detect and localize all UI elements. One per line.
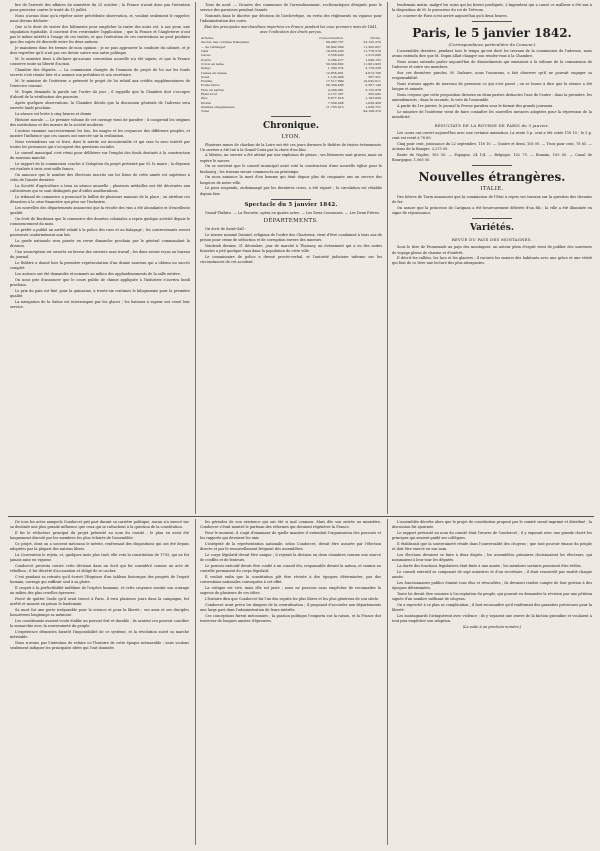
table-cell: Étain brut [201, 92, 218, 97]
nouvelles-paragraph: On assure que la princesse de Carignan a été heureusement délivrée d'un fils ; la ville a été illuminée en signe de réjouissance. [392, 206, 592, 216]
chronique-heading: Chronique. [262, 120, 320, 131]
table-cell: 1,183,009 [365, 96, 381, 101]
departements-paragraph: On écrit de Saint-Gall : [205, 226, 246, 231]
column-rule [195, 2, 196, 514]
bourse-paragraph: Rente de Naples, 103 50. — Espagne, 24 1/4. — Belgique, 102 75. — Romain, 103 00. — Canal de Bourgogne, 1,065 00. [392, 153, 592, 163]
column-4 [10, 520, 189, 844]
feuilleton-paragraph: C'est pendant sa retraite qu'il écrivit l'Esquisse d'un tableau historique des progrès de l'esprit humain, ouvrage qui suffirait seul à sa gloire. [10, 574, 189, 585]
table-cell: Fers en barres [201, 87, 224, 92]
column-rule [387, 2, 388, 514]
import-stats-table [200, 36, 382, 113]
article-paragraph: Les nouvelles des départements annoncent que la récolte des vins a été abondante et d'excellente qualité. [10, 205, 190, 215]
feuilleton-paragraph: Ce projet, dont on a souvent méconnu le mérite, renfermait des dispositions qui ont été depuis adoptées par la plupart des nations libres. [10, 541, 189, 552]
table-cell: 11,778,579 [363, 49, 381, 54]
table-cell: 69,082,737 [325, 40, 344, 45]
paris-paragraph: A partir du 1er janvier, le journal la Presse paraîtra sous le format des grands journaux. [397, 104, 554, 108]
feuilleton-paragraph: L'histoire dira que Condorcet fut l'un des esprits les plus libres et les plus généreux de son siècle. [205, 596, 380, 601]
table-cell: 4,613,706 [365, 70, 381, 75]
article-paragraph: Trois du nord. — Vicaires des communes de l'arrondissement, ecclésiastiques désignés pour le service des paroisses pendant l'année. [200, 3, 382, 13]
paris-paragraph: L'assemblée dernière, pendant tout le temps qu'ont duré les travaux de la commission de l'adresse, nous avons entendu dire que M. Dupin allait changer son rendez-vous à la Chambre. [392, 49, 592, 59]
chronique-paragraph: On se souvient que le conseil municipal avait voté la construction d'une nouvelle église pour le faubourg ; les travaux seront commencés au printemps. [200, 164, 382, 174]
feuilleton-paragraph: L'assemblée décréta alors que le projet de constitution proposé par le comité serait imprimé et distribué ; la discussion fut ajournée. [392, 520, 592, 530]
horizontal-rule [8, 516, 594, 517]
article-paragraph: Après quelques observations, la Chambre décide que la discussion générale de l'adresse sera ouverte lundi prochain. [10, 101, 190, 111]
feuilleton-paragraph: Il croyait à la perfectibilité indéfinie de l'espèce humaine, et cette croyance soutint son courage au milieu des plus cruelles épreuves. [10, 585, 189, 595]
table-cell: Coton en laine [201, 61, 224, 66]
spectacle-heading: Spectacle du 5 janvier 1842. [244, 201, 338, 208]
divider [472, 218, 512, 219]
table-cell: 6,877,618 [327, 96, 344, 101]
continuation-note: (La suite à un prochain numéro.) [462, 624, 522, 629]
table-cell: Laines en masse [201, 70, 227, 75]
bourse-paragraph: Les cours ont ouvert aujourd'hui avec une certaine animation. La rente 5 p. cent a été cotée 116 10 ; le 3 p. cent est resté à 78 65. [392, 131, 592, 141]
divider [472, 21, 512, 22]
chronique-paragraph: On nous annonce la mort d'un homme qui était depuis plus de cinquante ans au service des hospices de notre ville. [200, 175, 382, 185]
article-paragraph: M. le ministre de l'intérieur a présenté le projet de loi relatif aux crédits supplémentaires de l'exercice courant. [10, 79, 190, 89]
feuilleton-paragraph: Les fonctionnaires publics étaient tous élus et révocables ; ils devaient rendre compte de leur gestion à des époques déterminées. [392, 580, 592, 590]
nouvelles-paragraph: Des lettres de Turin annoncent que la commission de l'Etat a repris ses travaux sur la question des chemins de fer. [392, 195, 592, 205]
feuilleton-paragraph: Il établissait que la souveraineté réside dans l'universalité des citoyens ; que tout pouvoir émane du peuple et doit être exercé en son nom. [392, 541, 592, 552]
paris-heading: Paris, le 5 janvier 1842. [412, 26, 572, 41]
table-cell: 1,215,006 [365, 53, 381, 58]
feuilleton-paragraph: Condorcet avait prévu les dangers de la centralisation ; il proposait d'accorder aux départements une large part dans l'administration de leurs intérêts. [200, 602, 381, 612]
table-cell: 2,157,367 [327, 92, 344, 97]
feuilleton-paragraph: De tous les actes auxquels Condorcet prit part durant sa carrière politique, aucun n'a exercé sur sa destinée une plus grande influence que ceux qui se rattachent à la question de la constitution. [10, 520, 189, 530]
feuilleton-paragraph: Condorcet protesta contre cette décision dans un écrit qui fut considéré comme un acte de rébellion ; il fut décrété d'accusation et obligé de se cacher. [10, 563, 189, 574]
article-paragraph: lendemain matin, malgré les soins qui lui furent prodigués. L'imprudent qui a causé ce malheur a été mis à la disposition de M. le procureur du roi de Trévoux. [392, 3, 592, 13]
column-6 [392, 520, 592, 844]
feuilleton-paragraph: La durée des fonctions législatives était fixée à une année ; les membres sortants pouvaient être réélus. [397, 563, 582, 568]
table-cell: 1,046,155 [365, 57, 381, 62]
departements-paragraph: Vendredi dernier, 31 décembre, jour de marché à Thoissey, un événement qui a eu des suites funestes a jeté quelque émoi dans la population de cette ville. [200, 243, 382, 253]
feuilleton-paragraph: Le pouvoir exécutif devait être confié à un conseil élu, responsable devant la nation, et soumis au contrôle permanent du corps législatif. [200, 563, 381, 574]
column-rule [387, 519, 388, 845]
feuilleton-paragraph: On a reproché à ce plan sa complication ; il faut reconnaître qu'il renfermait des garanties précieuses pour la liberté. [392, 602, 592, 612]
article-paragraph: Je maintiens donc les termes de mon opinion ; je ne puis approuver la conduite du cabinet, et je dois regretter qu'il n'ait pas cru devoir suivre une autre politique. [10, 46, 190, 56]
table-cell: 26,992,069 [325, 44, 344, 49]
article-paragraph: Le conseil municipal s'est réuni pour délibérer sur l'emploi des fonds destinés à la construction du nouveau marché. [10, 150, 190, 160]
table-cell: 3,155,978 [365, 87, 381, 92]
table-cell: Sucres des colonies françaises [201, 40, 249, 45]
column-3 [392, 3, 592, 514]
article-paragraph: La garde nationale sera passée en revue dimanche prochain par le général commandant la division. [10, 238, 190, 248]
chronique-paragraph: Le pont suspendu, endommagé par les dernières crues, a été réparé ; la circulation est rétablie depuis hier. [200, 186, 382, 196]
feuilleton-paragraph: Les montagnards l'attaquèrent avec violence ; ils y voyaient une œuvre de la faction girondine et voulaient à tout prix empêcher son adoption. [392, 613, 592, 623]
article-paragraph: Les auteurs ont été demandés et nommés au milieu des applaudissements de la salle entière. [15, 271, 181, 276]
article-paragraph: La séance est levée à cinq heures et demie. [15, 112, 93, 117]
table-header: Consommation. [319, 36, 344, 41]
table-cell: 17,517,899 [325, 79, 344, 84]
bourse-paragraph: Cinq pour cent, jouissance du 22 septembre, 116 10. — Quatre et demi, 105 00. — Trois pour cent, 78 65. — Actions de la Banque, 3,275 00. [392, 142, 592, 152]
chronique-paragraph: A Mézieu, un ouvrier a été atteint par une explosion de grisou ; ses blessures sont graves, mais on espère le sauver. [200, 153, 382, 163]
table-cell: Cacao [201, 53, 211, 58]
chronique-paragraph: Plusieurs mines de charbon de la Loire ont été ces jours derniers le théâtre de tristes événements. Un ouvrier a été tué à la Grand-Croix par la chute d'un bloc. [200, 142, 382, 152]
table-cell: 3,558,420 [327, 53, 344, 58]
table-header: Droits. [370, 36, 381, 41]
departements-heading: DÉPARTEMENTS. [263, 217, 319, 224]
column-rule [195, 519, 196, 845]
table-cell: Indigo [201, 66, 212, 71]
table-cell: Graines oléagineuses [201, 104, 235, 109]
table-cell: 18,056,436 [325, 49, 344, 54]
bourse-heading: RÉSULTATS DE LA BOURSE DE PARIS du 3 janvier. [434, 123, 550, 129]
article-paragraph: Que si le droit de visiter des bâtiments pour empêcher la traite des noirs est, à nos yeux, une stipulation équitable, il convient d'en restreindre l'application ; que la France et l'Angleterre n'ont pas le même intérêt à l'usage de ces traités, et que l'exécution de ces conventions ne peut produire que des sujets de discorde entre les deux nations. [10, 24, 190, 45]
divider [472, 165, 512, 166]
article-paragraph: L'auteur examine successivement les lois, les usages et les croyances des différents peuples, et montre l'influence que ces causes ont exercée sur la civilisation. [10, 128, 190, 139]
article-paragraph: Le théâtre a donné hier la première représentation d'un drame nouveau qui a obtenu un succès complet. [10, 260, 190, 270]
varietes-heading: Variétés. [470, 223, 514, 234]
article-paragraph: Le tribunal de commerce a prononcé la faillite de plusieurs maisons de la place ; on attribue ces désastres à la crise financière qui pèse sur l'industrie. [10, 194, 190, 204]
article-paragraph: Le rapport de la commission conclut à l'adoption du projet présenté par M. le maire ; la dépense est évaluée à trois cent mille francs. [10, 161, 190, 171]
paris-paragraph: Nous avons entendu parler aujourd'hui de dissentiments qui existaient à la tribune de la commission de l'adresse et entre ses membres. [392, 60, 592, 70]
feuilleton-paragraph: Il fut le rédacteur principal du projet présenté au nom du comité ; le plan en avait été longuement discuté par les membres les plus éclairés de l'assemblée. [10, 530, 189, 541]
table-cell: Zinc [201, 96, 208, 101]
divider [271, 199, 311, 200]
table-cell: 4,509,981 [327, 87, 344, 92]
feuilleton-paragraph: Il voulait enfin que la constitution pût être révisée à des époques déterminées, par des conventions nationales convoquées à cet effet. [200, 574, 381, 585]
article-paragraph: Nous reviendrons sur ce livre, dont le mérite est incontestable et qui sera lu avec intérêt par toutes les personnes qui s'occupent des questions sociales. [10, 139, 190, 149]
feuilleton-paragraph: La critique est vive, mais elle est juste ; nous ne pouvons nous empêcher de reconnaître la sagesse de plusieurs de ces idées. [200, 585, 381, 595]
table-cell: 11,901,933 [363, 61, 381, 66]
article-paragraph: bre de l'arrivée des affaires du ministère du 25 octobre ; la France n'avait donc pas l'intention pour protester contre le traité du 15 juillet. [10, 3, 190, 13]
feuilleton-paragraph: Nous n'avons pas l'intention de refaire ici l'histoire de cette époque mémorable ; nous voulons seulement indiquer les principales idées qui l'ont dominée. [10, 640, 189, 650]
article-paragraph: Le préfet a publié un arrêté relatif à la police des rues et au balayage ; les contrevenants seront poursuivis conformément aux lois. [10, 227, 190, 237]
article-paragraph: Histoire morale. — Le premier volume de cet ouvrage vient de paraître ; il comprend les origines des institutions et des mœurs de la société moderne. [10, 117, 190, 128]
feuilleton-paragraph: Le rapport présenté au nom du comité était l'œuvre de Condorcet ; il y exposait avec une grande clarté les principes qui avaient guidé ses collègues. [392, 530, 592, 541]
paris-subheading: (Correspondance particulière du Censeur.) [448, 42, 536, 48]
feuilleton-paragraph: Les constituants avaient voulu établir un pouvoir fort et durable ; ils avaient cru pouvoir concilier la monarchie avec la souveraineté du peuple. [10, 618, 189, 628]
column-2 [200, 3, 382, 514]
table-cell: 562,045 [368, 92, 381, 97]
feuilleton-paragraph: les périodes de son existence qui ont été si mal connues. Mais dès son entrée au ministère, Condorcet s'était montré le partisan des réformes qui devaient régénérer la France. [200, 520, 381, 530]
column-5 [200, 520, 381, 844]
article-paragraph: Nommés dans le diocèse par décision de l'archevêque, en vertu des règlements en vigueur pour l'administration des cures. [200, 13, 382, 24]
article-paragraph: Une souscription est ouverte en faveur des ouvriers sans travail ; les dons seront reçus au bureau du journal. [10, 249, 190, 259]
feuilleton-paragraph: L'intégrité de la représentation nationale, selon Condorcet, devait être assurée par l'élection directe et par le renouvellement fréquent des assemblées. [200, 541, 381, 552]
divider [271, 116, 311, 117]
article-paragraph: On annonce que le nombre des électeurs inscrits sur les listes de cette année est supérieur à celui de l'année dernière. [10, 172, 190, 182]
table-cell: 94,108,316 [363, 109, 381, 114]
varietes-subheading: REVUE DU PAYS DES MONTAGNES. [451, 237, 533, 243]
paris-paragraph: Nous n'avons appris de nouveau de personne ce qui s'est passé ; on se borne à dire que la séance a été longue et animée. [392, 82, 592, 92]
paris-paragraph: Nous croyons que cette proposition divisera en deux parties distinctes l'une de l'autre : dans la première, les amendements ; dans la seconde, le vote de l'ensemble. [392, 93, 592, 103]
article-paragraph: Nous n'avons donc qu'à répéter notre précédente observation, et, voulant seulement le rappeler, nous devons déclarer : [10, 13, 190, 24]
varietes-paragraph: Il décrit les vallées, les lacs et les glaciers ; il raconte les mœurs des habitants avec une grâce et une vérité qui font de ce livre une lecture des plus attrayantes. [392, 256, 592, 266]
article-paragraph: M. le ministre tient à déclarer qu'aucune convention nouvelle n'a été signée, et que la France conserve toute sa liberté d'action. [10, 57, 190, 67]
article-paragraph: Chambre des députés. — La commission chargée de l'examen du projet de loi sur les fonds secrets s'est réunie hier et a nommé son président et son secrétaire. [10, 68, 190, 78]
feuilleton-paragraph: Toute loi devait être soumise à l'acceptation du peuple, qui pouvait en demander la révision par une pétition signée d'un nombre suffisant de citoyens. [392, 591, 592, 601]
table-cell: 11,763,013 [325, 104, 344, 109]
feuilleton-paragraph: Les élections devaient se faire à deux degrés ; les assemblées primaires choisissaient les électeurs, qui nommaient à leur tour les députés. [392, 552, 592, 563]
feuilleton-paragraph: Pour le moment, il s'agit d'examiner de quelle manière il entendait l'organisation des pouvoirs et les rapports qui devaient les unir. [200, 530, 381, 541]
article-paragraph: La navigation de la Saône est interrompue par les glaces ; les bateaux à vapeur ont cessé leur service. [10, 299, 190, 309]
lyon-subheading: LYON. [281, 133, 301, 140]
feuilleton-paragraph: Forcé de quitter l'asile qu'il avait trouvé à Paris, il erra plusieurs jours dans la campagne, fut arrêté et mourut en prison le lendemain. [10, 596, 189, 606]
table-cell: 567,321 [368, 74, 381, 79]
varietes-paragraph: Sous le titre de Promenade au pays des montagnes, un auteur plein d'esprit vient de publier des souvenirs de voyage pleins de charme et d'intérêt. [392, 245, 592, 255]
feuilleton-paragraph: La Convention le rejeta, et, quelques mois plus tard, elle vota la constitution de 1793, qui ne fut jamais mise en vigueur. [10, 552, 189, 563]
table-cell: Total [201, 109, 209, 114]
feuilleton-paragraph: Le conseil exécutif se composait de sept ministres et d'un secrétaire ; il était renouvelé par moitié chaque année. [392, 569, 592, 579]
feuilleton-paragraph: Le corps législatif devait être unique ; il rejetait la division en deux chambres comme une source de conflits et de lenteurs. [200, 552, 381, 563]
table-cell: 2,266,477 [327, 57, 344, 62]
table-cell: Fonte brute [201, 83, 220, 88]
table-cell: 11,305,007 [363, 44, 381, 49]
feuilleton-paragraph: Ces conceptions furent méconnues ; la passion politique l'emporta sur la raison, et la France dut traverser de longues années d'épreuves. [200, 613, 381, 623]
article-paragraph: M. Dupin demande la parole sur l'ordre du jour ; il rappelle que la Chambre doit s'occuper d'abord de la vérification des pouvoirs. [10, 90, 190, 100]
table-cell [295, 109, 345, 113]
article-paragraph: On nous prie d'annoncer que le cours public de chimie appliquée à l'industrie s'ouvrira lundi prochain. [10, 277, 190, 287]
table-cell: — de l'étranger [201, 44, 226, 49]
table-cell: 7,509,008 [327, 100, 344, 105]
article-paragraph: On écrit de Bordeaux que le commerce des denrées coloniales a repris quelque activité depuis le commencement du mois. [10, 216, 190, 226]
article-paragraph: La Société d'agriculture a tenu sa séance annuelle ; plusieurs médailles ont été décernées aux cultivateurs qui se sont distingués par d'utiles améliorations. [10, 183, 190, 193]
table-cell: 1,026,751 [365, 104, 381, 109]
table-cell: 23,135,270 [363, 40, 381, 45]
stats-table-title: État des principales marchandises importées en France pendant les onze premiers mois de 1841, avec l'indication des droits perçus. [204, 24, 378, 35]
table-cell: 59,509,802 [325, 61, 344, 66]
spectacle-text: Grand-Théâtre. — La Favorite, opéra en quatre actes. — Les Deux Couronnes. — Les Deux Frères. [205, 210, 380, 215]
paris-paragraph: Le ministre de l'intérieur vient de faire connaître les nouvelles mesures adoptées pour la répression de la mendicité. [392, 109, 592, 119]
table-cell: Poivre [201, 57, 211, 62]
table-cell: 10,045,011 [363, 79, 381, 84]
table-row [200, 109, 382, 113]
departements-paragraph: Le tourier nommé Durand, religieux de l'ordre des Chartreux, vient d'être condamné à trois ans de prison pour crime de séduction et de corruption envers des mineurs. [200, 232, 382, 242]
table-header: Articles. [201, 36, 215, 41]
feuilleton-paragraph: Sa mort fut une perte irréparable pour la science et pour la liberté ; ses amis et ses disciples honorèrent longtemps sa mémoire. [10, 607, 189, 617]
table-cell: Café [201, 49, 209, 54]
table-cell: 1,360,374 [327, 66, 344, 71]
table-cell: 28,349,468 [325, 83, 344, 88]
nouvelles-heading: Nouvelles étrangères. [418, 170, 566, 185]
table-cell: 1,145,809 [327, 74, 344, 79]
paris-paragraph: Sur ces dernières paroles, M. Dufaure, nous l'assurons, a fait observer qu'il ne pouvait engager sa responsabilité. [392, 71, 592, 81]
column-1 [10, 3, 190, 514]
departements-paragraph: Le commissaire de police a dressé procès-verbal, et l'autorité judiciaire informe sur les circonstances de cet accident. [200, 254, 382, 264]
table-cell: Soies [201, 74, 210, 79]
table-cell: 1,058,458 [365, 100, 381, 105]
table-cell: 2,567,149 [365, 83, 381, 88]
article-paragraph: Le courrier de Paris n'est arrivé aujourd'hui qu'à deux heures. [397, 13, 508, 18]
table-cell: 12,856,901 [325, 70, 344, 75]
article-paragraph: Le prix du pain est fixé, pour la quinzaine, à trente-six centimes le kilogramme pour la première qualité. [10, 288, 190, 298]
feuilleton-paragraph: L'expérience démontra bientôt l'impossibilité de ce système, et la révolution suivit sa marche inévitable. [10, 629, 189, 639]
table-cell: Houille [201, 79, 213, 84]
italie-subheading: ITALIE. [480, 186, 504, 193]
table-cell: Plomb [201, 100, 211, 105]
table-cell: 2,179,238 [365, 66, 381, 71]
